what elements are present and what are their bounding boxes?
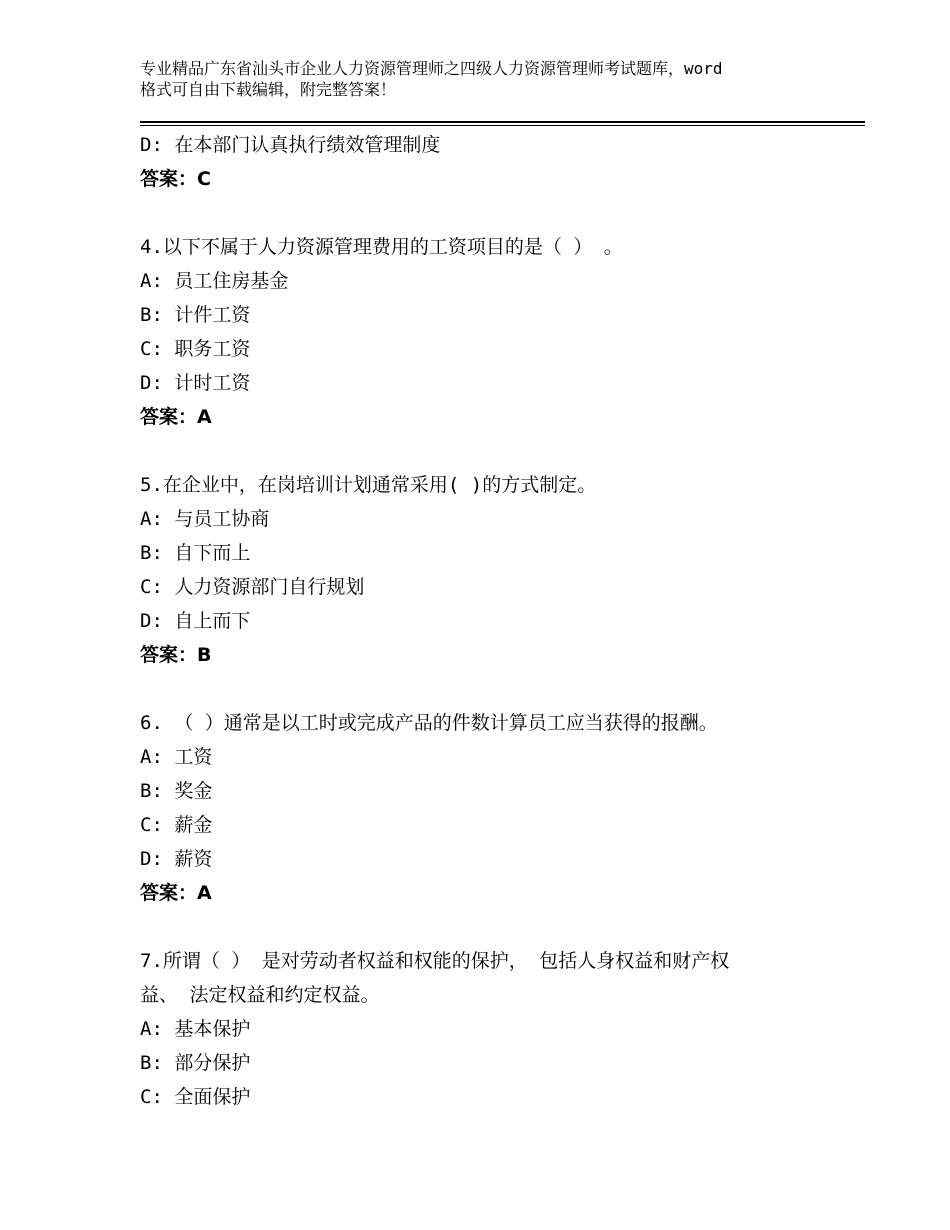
document-body [140,128,860,1114]
option-b: B: 自下而上 [140,542,251,564]
question-7 [140,944,860,1114]
header-rule-thin [140,125,865,126]
option-d: D: 计时工资 [140,372,251,394]
option-d: D: 薪资 [140,848,213,870]
spacer [140,672,860,706]
answer: 答案：A [140,882,212,904]
question-5 [140,468,860,672]
option-b: B: 奖金 [140,780,213,802]
option-c: C: 职务工资 [140,338,251,360]
option-a: A: 基本保护 [140,1018,251,1040]
option-a: A: 与员工协商 [140,508,270,530]
header-rule-thick [140,121,865,123]
answer: 答案：B [140,644,212,666]
option-b: B: 部分保护 [140,1052,251,1074]
option-c: C: 人力资源部门自行规划 [140,576,365,598]
header-line-1: 专业精品广东省汕头市企业人力资源管理师之四级人力资源管理师考试题库，word [140,59,723,78]
option-a: A: 工资 [140,746,213,768]
header-line-2: 格式可自由下载编辑，附完整答案！ [140,80,397,99]
question-stem: 6. （ ）通常是以工时或完成产品的件数计算员工应当获得的报酬。 [140,712,718,734]
prev-option-d: D: 在本部门认真执行绩效管理制度 [140,134,441,156]
spacer [140,434,860,468]
question-stem: 5.在企业中，在岗培训计划通常采用( )的方式制定。 [140,474,597,496]
option-c: C: 全面保护 [140,1086,251,1108]
option-b: B: 计件工资 [140,304,251,326]
question-4 [140,230,860,434]
question-stem-line-1: 7.所谓（ ） 是对劳动者权益和权能的保护， 包括人身权益和财产权 [140,950,730,972]
option-c: C: 薪金 [140,814,213,836]
answer: 答案：A [140,406,212,428]
question-6 [140,706,860,910]
prev-answer: 答案：C [140,168,211,190]
question-stem: 4.以下不属于人力资源管理费用的工资项目的是（ ） 。 [140,236,623,258]
option-a: A: 员工住房基金 [140,270,289,292]
spacer [140,196,860,230]
document-header [140,58,830,100]
question-stem-line-2: 益、 法定权益和约定权益。 [140,984,380,1006]
option-d: D: 自上而下 [140,610,251,632]
spacer [140,910,860,944]
